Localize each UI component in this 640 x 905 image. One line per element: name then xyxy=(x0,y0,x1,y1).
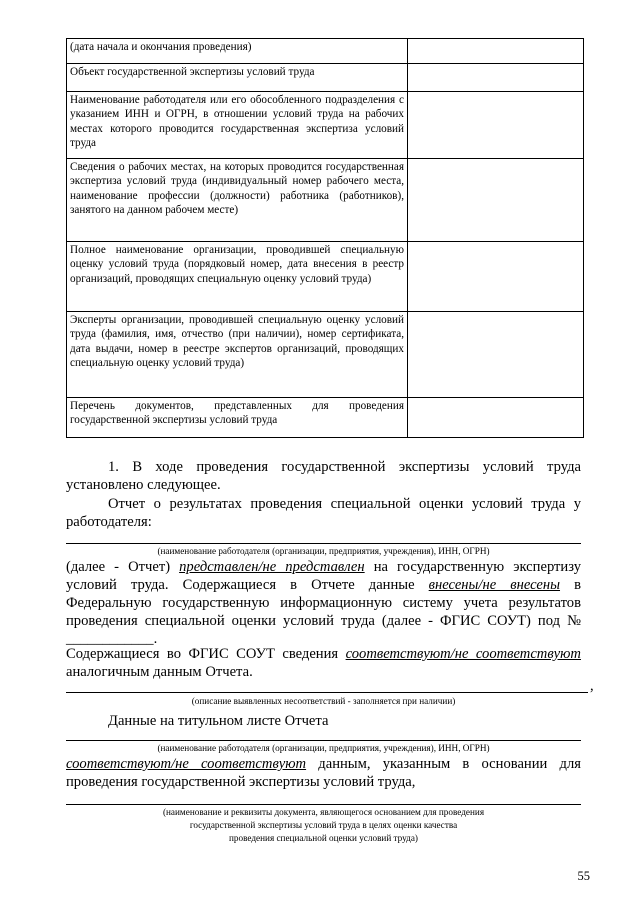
title-page-paragraph: Данные на титульном листе Отчета xyxy=(108,713,329,729)
table-row-label: Наименование работодателя или его обособленного подразделения с указанием ИНН и ОГРН, в отношении условий труда на рабочих местах которого проводится государственная экспертиза условий труда xyxy=(67,92,408,159)
table-row-value[interactable] xyxy=(408,398,584,438)
report-paragraph: Отчет о результатах проведения специальной оценки условий труда у работодателя: xyxy=(66,496,581,530)
table-row-label: Перечень документов, представленных для проведения государственной экспертизы условий труда xyxy=(67,398,408,438)
table-row xyxy=(67,312,584,398)
page-number: 55 xyxy=(577,869,590,883)
table-row-label: (дата начала и окончания проведения) xyxy=(67,39,408,64)
submitted-option: представлен/не представлен xyxy=(179,559,365,575)
table-row-label: Полное наименование организации, проводившей специальную оценку условий труда (порядковый номер, дата внесения в реестр организаций, проводящих специальную оценку условий труда) xyxy=(67,242,408,312)
table-row xyxy=(67,92,584,159)
table-row-value[interactable] xyxy=(408,242,584,312)
basis-document-caption-3: проведения специальной оценки условий труда) xyxy=(229,833,418,843)
expertise-info-table xyxy=(66,38,584,438)
table-row xyxy=(67,159,584,242)
basis-document-line[interactable] xyxy=(66,804,581,805)
table-row-value[interactable] xyxy=(408,312,584,398)
table-row-label: Сведения о рабочих местах, на которых проводится государственная экспертиза условий труда (индивидуальный номер рабочего места, наименование профессии (должности) работника (работников), занятого на данном рабочем месте) xyxy=(67,159,408,242)
discrepancy-line[interactable] xyxy=(66,692,588,693)
discrepancy-caption: (описание выявленных несоответствий - заполняется при наличии) xyxy=(191,696,456,706)
compliance-option-2: соответствуют/не соответствуют xyxy=(66,756,307,772)
employer-name-caption-2: (наименование работодателя (организации, предприятия, учреждения), ИНН, ОГРН) xyxy=(157,743,490,753)
employer-name-line[interactable] xyxy=(66,543,581,544)
basis-document-caption-2: государственной экспертизы условий труда в целях оценки качества xyxy=(189,820,458,830)
report-status-paragraph: (далее - Отчет) представлен/не представлен на государственную экспертизу условий труда. Содержащиеся в Отчете данные внесены/не внесены в Федеральную государственную информационную систему учета результатов проведения специальной оценки условий труда (далее - ФГИС СОУТ) под № ____________. xyxy=(66,559,581,647)
compliance-option: соответствуют/не соответствуют xyxy=(345,646,581,662)
table-row-label: Объект государственной экспертизы условий труда xyxy=(67,64,408,92)
employer-name-caption: (наименование работодателя (организации, предприятия, учреждения), ИНН, ОГРН) xyxy=(157,546,490,556)
trailing-comma: , xyxy=(590,678,594,694)
table-row-value[interactable] xyxy=(408,92,584,159)
finding-intro-paragraph: 1. В ходе проведения государственной экспертизы условий труда установлено следующее. xyxy=(66,459,581,493)
basis-document-caption-1: (наименование и реквизиты документа, являющегося основанием для проведения xyxy=(162,807,485,817)
table-row-value[interactable] xyxy=(408,39,584,64)
table-row xyxy=(67,64,584,92)
employer-name-line-2[interactable] xyxy=(66,740,581,741)
entered-option: внесены/не внесены xyxy=(428,577,561,593)
table-row xyxy=(67,398,584,438)
table-row-value[interactable] xyxy=(408,159,584,242)
table-row xyxy=(67,39,584,64)
basis-compliance-paragraph: соответствуют/не соответствуют данным, указанным в основании для проведения государственной экспертизы условий труда, xyxy=(66,756,581,790)
table-row xyxy=(67,242,584,312)
table-row-label: Эксперты организации, проводившей специальную оценку условий труда (фамилия, имя, отчество (при наличии), номер сертификата, дата выдачи, номер в реестре экспертов организаций, проводящих специальную оценку условий труда) xyxy=(67,312,408,398)
fgis-compliance-paragraph: Содержащиеся во ФГИС СОУТ сведения соответствуют/не соответствуют аналогичным данным Отчета. xyxy=(66,646,581,680)
table-row-value[interactable] xyxy=(408,64,584,92)
